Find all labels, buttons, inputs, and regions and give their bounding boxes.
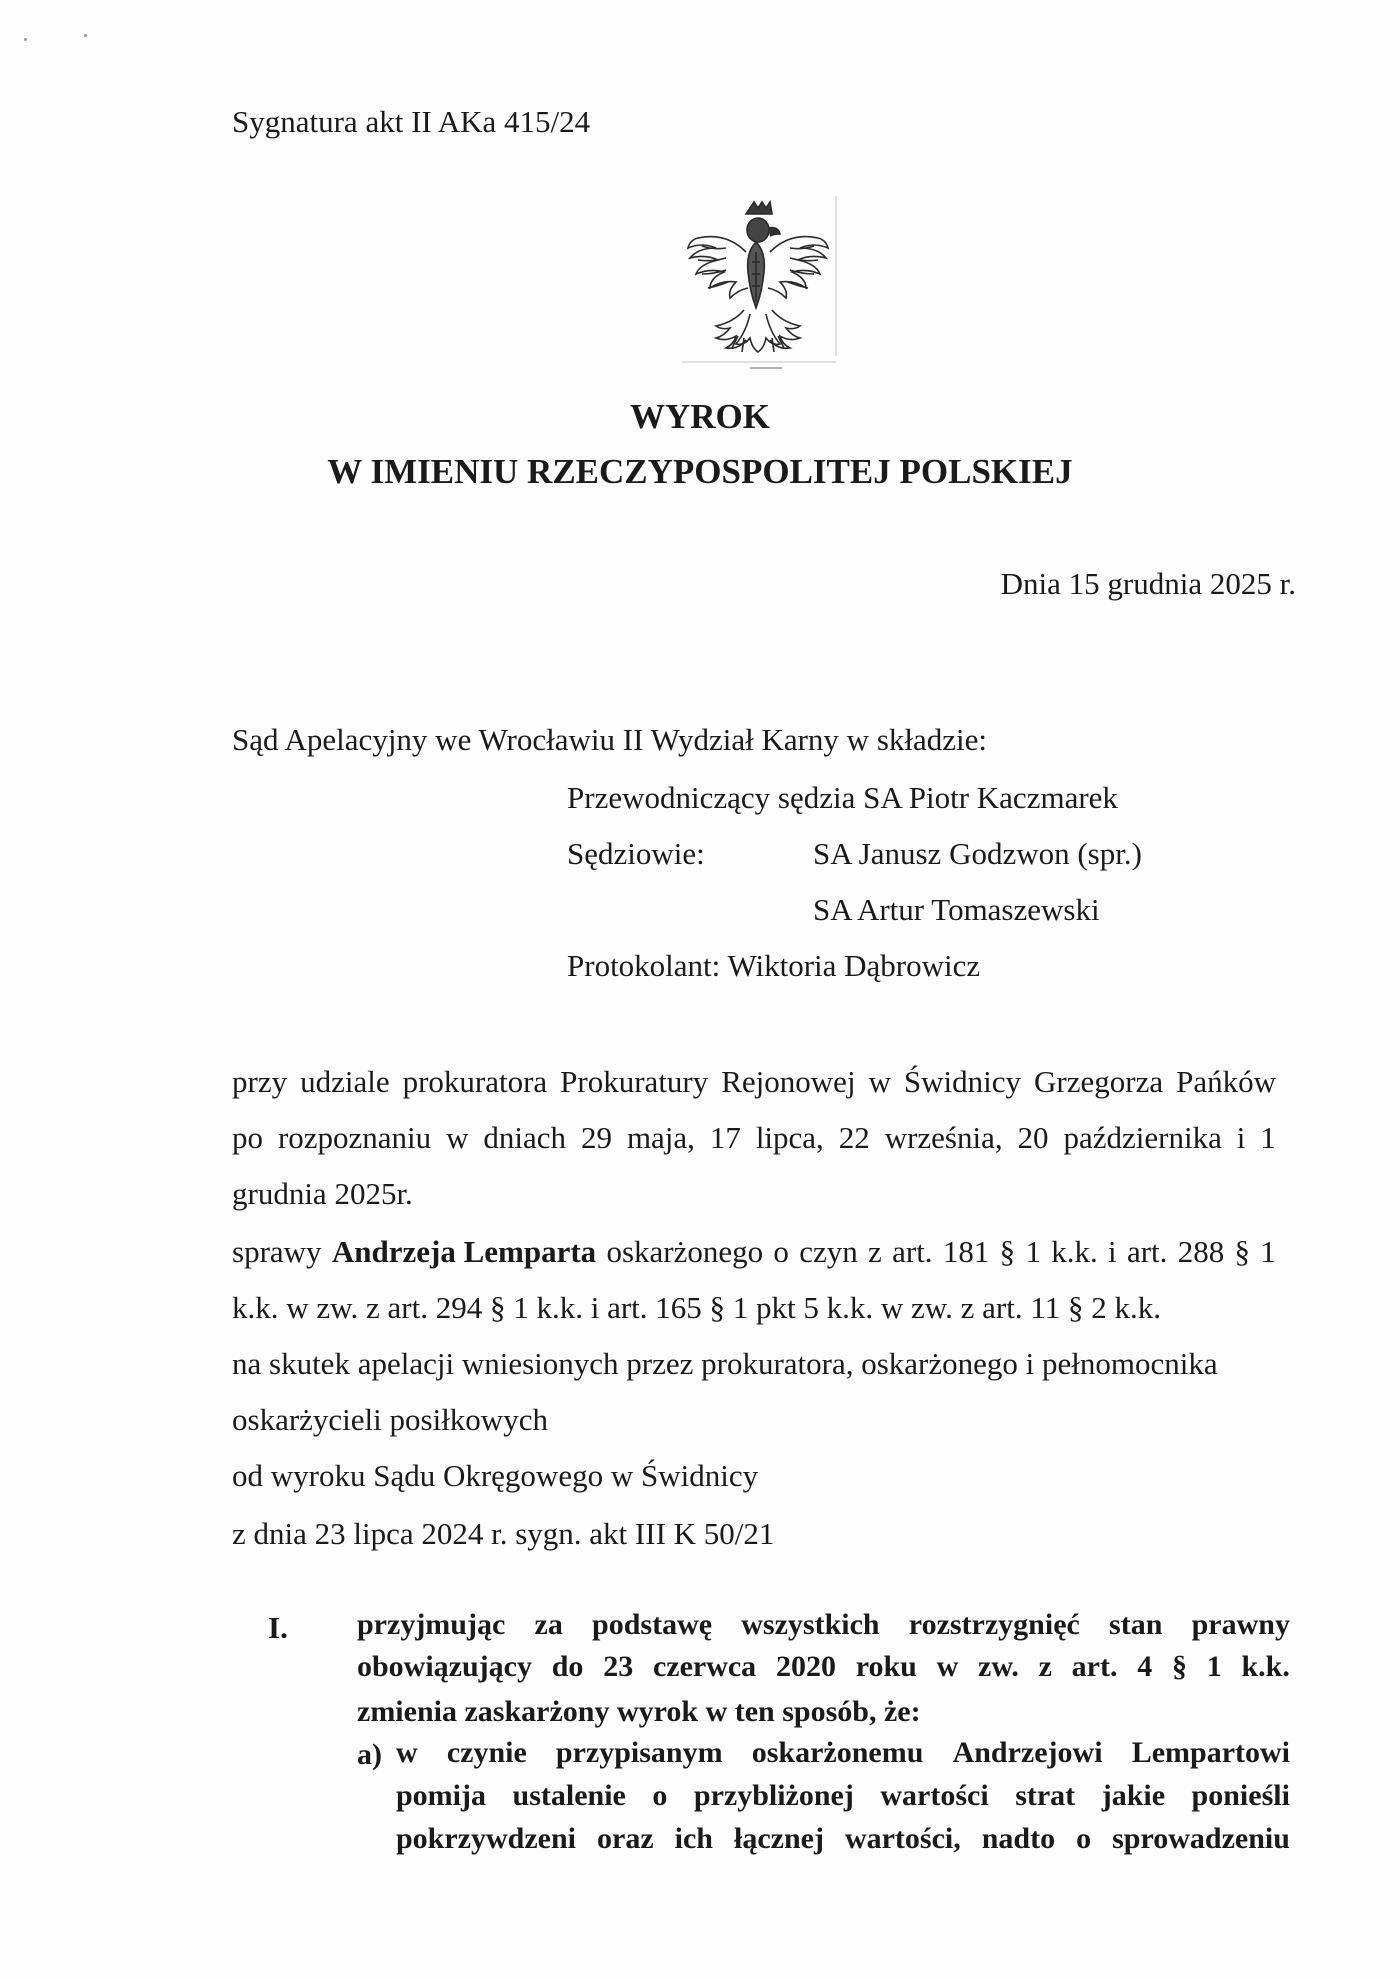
word: z — [1038, 1650, 1052, 1683]
sub-point-line-3 — [396, 1824, 1290, 1854]
word: 2020 — [775, 1650, 836, 1683]
word: 23 — [603, 1650, 634, 1683]
word: łącznej — [733, 1822, 824, 1855]
word: Lempartowi — [1131, 1736, 1290, 1769]
word: rozpoznaniu — [277, 1120, 432, 1155]
word: 1 — [1260, 1120, 1276, 1155]
word: o — [652, 1779, 668, 1812]
prosecutor-line — [232, 1066, 1276, 1097]
word: w — [446, 1120, 469, 1155]
word: obowiązujący — [357, 1650, 532, 1683]
word: podstawę — [592, 1608, 713, 1641]
word: i — [1236, 1120, 1246, 1155]
word: 1 — [1206, 1650, 1222, 1683]
lower-court-date-line: z dnia 23 lipca 2024 r. sygn. akt III K 50/21 — [232, 1516, 775, 1551]
clerk-name: Wiktoria Dąbrowicz — [727, 948, 981, 983]
word: 181 — [942, 1234, 990, 1269]
word: za — [534, 1608, 563, 1641]
scan-speck — [84, 34, 87, 37]
word: w — [396, 1736, 418, 1769]
clerk-line — [567, 950, 980, 981]
word: oskarżonego — [606, 1234, 764, 1269]
sub-point-letter: a) — [357, 1738, 382, 1771]
document-title: WYROK — [630, 397, 770, 436]
hearing-dates-line — [232, 1122, 1276, 1153]
ruling-line-2 — [357, 1652, 1290, 1682]
word: 22 — [838, 1120, 870, 1155]
presiding-label: Przewodniczący — [567, 780, 778, 815]
word: przyjmując — [357, 1608, 506, 1641]
document-subtitle: W IMIENIU RZECZYPOSPOLITEJ POLSKIEJ — [327, 452, 1073, 491]
word: o — [773, 1234, 789, 1269]
word: czerwca — [652, 1650, 757, 1683]
presiding-judge-line — [567, 782, 1118, 813]
word: art. — [1126, 1234, 1168, 1269]
word: maja, — [626, 1120, 695, 1155]
case-signature: Sygnatura akt II AKa 415/24 — [232, 104, 591, 139]
word: Grzegorza — [1034, 1064, 1164, 1099]
word: do — [551, 1650, 584, 1683]
word: § — [1234, 1234, 1251, 1269]
word: Prokuratury — [560, 1064, 709, 1099]
word: z — [868, 1234, 882, 1269]
appeal-line-2: oskarżycieli posiłkowych — [232, 1402, 548, 1437]
judge-name-1: SA Janusz Godzwon (spr.) — [813, 836, 1142, 871]
court-composition-line: Sąd Apelacyjny we Wrocławiu II Wydział Karny w składzie: — [232, 722, 988, 757]
judges-label: Sędziowie: — [567, 836, 705, 871]
presiding-judge-name: sędzia SA Piotr Kaczmarek — [777, 780, 1118, 815]
word: rozstrzygnięć — [908, 1608, 1080, 1641]
word: po — [232, 1120, 263, 1155]
word: sprowadzeniu — [1112, 1822, 1290, 1855]
sub-point-line-2 — [396, 1781, 1290, 1811]
word: wartości, — [844, 1822, 961, 1855]
ruling-line-1 — [357, 1610, 1290, 1640]
word: Rejonowej — [721, 1064, 856, 1099]
word: prokuratora — [402, 1064, 548, 1099]
word: roku — [855, 1650, 917, 1683]
word: pomija — [396, 1779, 486, 1812]
hearing-dates-line-end: grudnia 2025r. — [232, 1176, 413, 1211]
word: 1 — [1260, 1234, 1276, 1269]
appeal-line-1: na skutek apelacji wniesionych przez prokuratora, oskarżonego i pełnomocnika — [232, 1346, 1218, 1381]
word: udziale — [300, 1064, 390, 1099]
clerk-label: Protokolant: — [567, 948, 728, 983]
word: ponieśli — [1191, 1779, 1290, 1812]
scan-speck — [24, 38, 27, 41]
word: czyn — [799, 1234, 858, 1269]
word: 29 — [581, 1120, 612, 1155]
word: sprawy — [232, 1234, 322, 1269]
charge-line-2: k.k. w zw. z art. 294 § 1 k.k. i art. 165 § 1 pkt 5 k.k. w zw. z art. 11 § 2 k.k. — [232, 1290, 1161, 1325]
word: strat — [1015, 1779, 1076, 1812]
word: wartości — [880, 1779, 989, 1812]
word: ustalenie — [512, 1779, 626, 1812]
lower-court-line: od wyroku Sądu Okręgowego w Świdnicy — [232, 1458, 759, 1493]
judge-name-2: SA Artur Tomaszewski — [813, 892, 1100, 927]
case-charge-line — [232, 1236, 1276, 1267]
word: o — [1076, 1822, 1092, 1855]
word: § — [999, 1234, 1016, 1269]
word: 1 — [1025, 1234, 1041, 1269]
word: wszystkich — [741, 1608, 880, 1641]
word: 17 — [709, 1120, 741, 1155]
word: lipca, — [755, 1120, 824, 1155]
word: k.k. — [1051, 1234, 1098, 1269]
word: Pańków — [1176, 1064, 1276, 1099]
word: przy — [232, 1064, 288, 1099]
word: k.k. — [1241, 1650, 1290, 1683]
ruling-line-3: zmienia zaskarżony wyrok w ten sposób, że: — [357, 1695, 921, 1728]
word: art. — [1071, 1650, 1118, 1683]
word: jakie — [1101, 1779, 1166, 1812]
defendant-name: Andrzeja Lemparta — [331, 1234, 597, 1269]
judgment-date: Dnia 15 grudnia 2025 r. — [1000, 566, 1296, 601]
word: 288 — [1177, 1234, 1225, 1269]
word: ich — [674, 1822, 713, 1855]
word: oskarżonemu — [751, 1736, 924, 1769]
word: oraz — [597, 1822, 654, 1855]
word: prawny — [1191, 1608, 1290, 1641]
sub-point-line-1 — [396, 1738, 1290, 1768]
word: przybliżonej — [693, 1779, 854, 1812]
word: w — [868, 1064, 891, 1099]
word: zw. — [978, 1650, 1019, 1683]
ruling-point-number: I. — [268, 1610, 288, 1645]
polish-eagle-emblem-icon — [672, 196, 840, 370]
word: października — [1063, 1120, 1222, 1155]
word: Andrzejowi — [952, 1736, 1103, 1769]
word: w — [936, 1650, 959, 1683]
word: § — [1171, 1650, 1187, 1683]
word: 20 — [1017, 1120, 1049, 1155]
word: Świdnicy — [903, 1064, 1022, 1099]
word: czynie — [446, 1736, 527, 1769]
word: września, — [884, 1120, 1003, 1155]
word: i — [1108, 1234, 1117, 1269]
word: przypisanym — [555, 1736, 723, 1769]
word: nadto — [981, 1822, 1056, 1855]
word: art. — [892, 1234, 933, 1269]
word: pokrzywdzeni — [396, 1822, 576, 1855]
word: dniach — [483, 1120, 567, 1155]
word: 4 — [1137, 1650, 1153, 1683]
word: stan — [1109, 1608, 1163, 1641]
